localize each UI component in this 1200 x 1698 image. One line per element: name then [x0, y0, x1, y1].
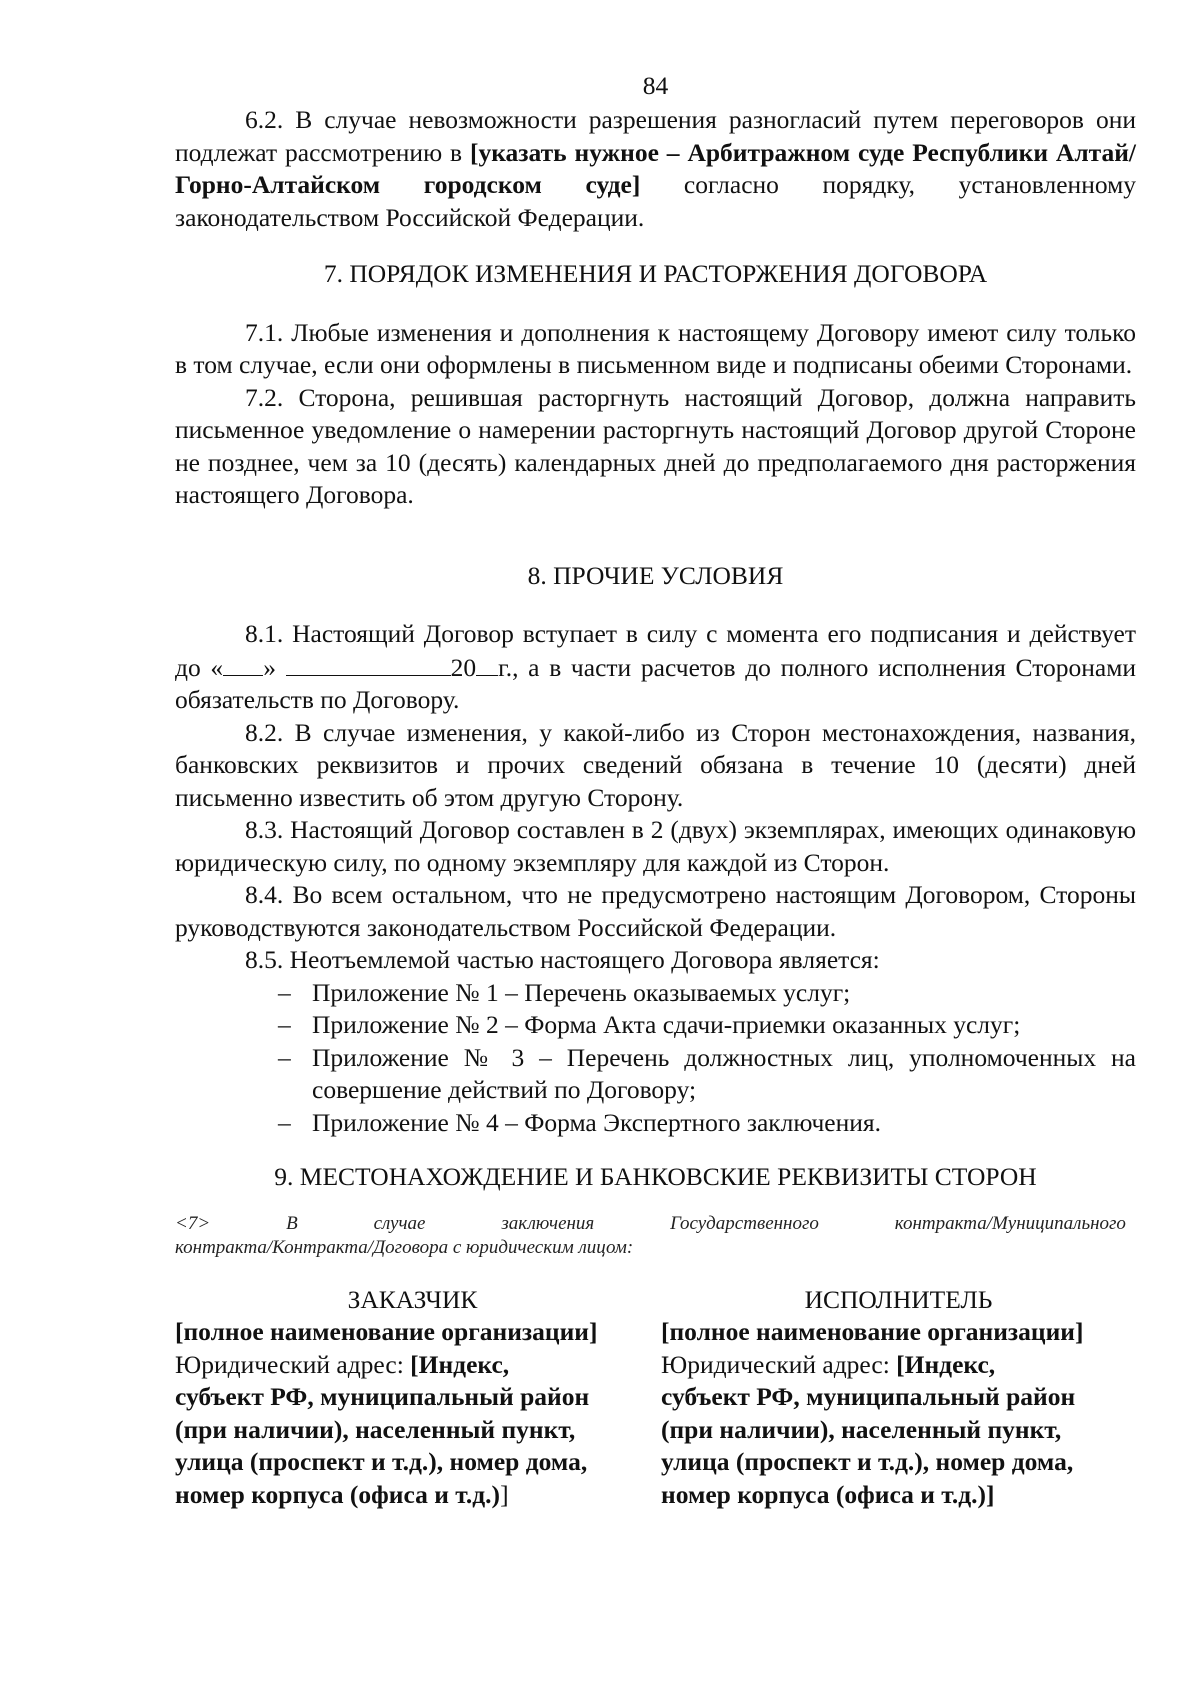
contractor-name: [полное наименование организации]	[661, 1317, 1084, 1346]
section-7-heading: 7. ПОРЯДОК ИЗМЕНЕНИЯ И РАСТОРЖЕНИЯ ДОГОВОРА	[323, 259, 988, 288]
paragraph-8-3: 8.3. Настоящий Договор составлен в 2 (двух) экземплярах, имеющих одинаковую юридическую силу, по одному экземпляру для каждой из Сторон.	[175, 815, 1136, 877]
paragraph-8-1-year-prefix: 20	[450, 652, 477, 682]
customer-name: [полное наименование организации]	[175, 1317, 598, 1346]
contractor-address-part: субъект РФ, муниципальный район	[661, 1382, 1076, 1411]
appendix-2: Приложение № 2 – Форма Акта сдачи-приемки оказанных услуг;	[312, 1010, 1021, 1039]
footnote-word: контракта/Муниципального	[894, 1212, 1126, 1234]
contractor-address-label: Юридический адрес:	[661, 1349, 897, 1379]
section-9-heading: 9. МЕСТОНАХОЖДЕНИЕ И БАНКОВСКИЕ РЕКВИЗИТЫ СТОРОН	[274, 1162, 1037, 1191]
footnote-word: случае	[373, 1212, 426, 1234]
contractor-address-part: номер корпуса (офиса и т.д.)]	[661, 1479, 995, 1509]
appendix-list	[175, 977, 1136, 1140]
customer-address-line	[175, 1349, 650, 1382]
footnote-word: заключения	[501, 1212, 595, 1234]
footnote-line-2: контракта/Контракта/Договора с юридическим лицом:	[175, 1236, 634, 1258]
list-item	[278, 1042, 1136, 1107]
customer-title: ЗАКАЗЧИК	[347, 1284, 478, 1314]
customer-column	[175, 1284, 650, 1512]
year-blank	[476, 651, 498, 676]
parties-block	[175, 1284, 1136, 1512]
contractor-title: ИСПОЛНИТЕЛЬ	[804, 1284, 993, 1314]
page-number: 84	[642, 71, 669, 100]
paragraph-8-5: 8.5. Неотъемлемой частью настоящего Договора является:	[245, 945, 880, 974]
customer-address-label: Юридический адрес:	[175, 1349, 411, 1379]
paragraph-7-1: 7.1. Любые изменения и дополнения к настоящему Договору имеют силу только в том случае, если они оформлены в письменном виде и подписаны обеими Сторонами.	[175, 317, 1136, 379]
appendix-4: Приложение № 4 – Форма Экспертного заключения.	[312, 1107, 882, 1137]
paragraph-6-2-text-start: 6.2. В случае невозможности разрешения разногласий путем переговоров они подлежат рассмотрению в	[175, 105, 1136, 167]
customer-address-part: [Индекс,	[410, 1349, 510, 1379]
customer-address-part: улица (проспект и т.д.), номер дома,	[175, 1447, 588, 1476]
paragraph-6-2-text-end: согласно порядку, установленному законодательством Российской Федерации.	[175, 170, 1137, 232]
list-dash: –	[278, 1042, 291, 1072]
paragraph-6-2-court-placeholder: [указать нужное – Арбитражном суде Республики Алтай/Горно-Алтайском городском суде]	[175, 137, 1137, 199]
footnote-word: Государственного	[670, 1212, 819, 1234]
list-item	[278, 1107, 1136, 1140]
footnote-word: В	[286, 1212, 298, 1234]
footnote	[175, 1212, 1136, 1260]
customer-address-part: субъект РФ, муниципальный район	[175, 1382, 590, 1411]
contractor-address-line	[661, 1349, 1136, 1382]
day-blank	[223, 651, 263, 676]
list-item	[278, 1009, 1136, 1042]
list-dash: –	[278, 977, 291, 1007]
footnote-line-1	[175, 1212, 1126, 1236]
contractor-address-part: [Индекс,	[896, 1349, 996, 1379]
appendix-3: Приложение № 3 – Перечень должностных лиц, уполномоченных на совершение действий по Договору;	[312, 1042, 1136, 1104]
list-dash: –	[278, 1010, 291, 1039]
appendix-1: Приложение № 1 – Перечень оказываемых услуг;	[312, 977, 851, 1007]
list-item	[278, 977, 1136, 1010]
contractor-column	[661, 1284, 1136, 1512]
section-8-heading: 8. ПРОЧИЕ УСЛОВИЯ	[527, 560, 784, 590]
paragraph-8-1-quote-close: »	[263, 652, 286, 682]
paragraph-8-4: 8.4. Во всем остальном, что не предусмотрено настоящим Договором, Стороны руководствуются законодательством Российской Федерации.	[175, 880, 1136, 942]
paragraph-6-2	[175, 104, 1136, 234]
customer-address-part: номер корпуса (офиса и т.д.)	[175, 1479, 501, 1509]
month-blank	[286, 651, 451, 676]
customer-address-part: (при наличии), населенный пункт,	[175, 1414, 576, 1444]
paragraph-8-2: 8.2. В случае изменения, у какой-либо из Сторон местонахождения, названия, банковских реквизитов и прочих сведений обязана в течение 10 (десяти) дней письменно известить об этом другую Сторону.	[175, 717, 1136, 812]
contractor-address-part: (при наличии), населенный пункт,	[661, 1414, 1062, 1444]
footnote-marker: <7>	[175, 1212, 211, 1234]
paragraph-8-1	[175, 618, 1136, 717]
paragraph-8-1-text-start: 8.1. Настоящий Договор вступает в силу с момента его подписания и действует до «	[175, 619, 1136, 682]
paragraph-8-1-text-end: г., а в части расчетов до полного исполнения Сторонами обязательств по Договору.	[175, 652, 1136, 714]
paragraph-7-2: 7.2. Сторона, решившая расторгнуть настоящий Договор, должна направить письменное уведомление о намерении расторгнуть настоящий Договор другой Стороне не позднее, чем за 10 (десять) календарных дней до предполагаемого дня расторжения настоящего Договора.	[175, 382, 1136, 509]
contractor-address-part: улица (проспект и т.д.), номер дома,	[661, 1447, 1074, 1476]
customer-closing-bracket: ]	[500, 1479, 509, 1509]
customer-address-last-line	[175, 1479, 650, 1512]
list-dash: –	[278, 1107, 291, 1137]
